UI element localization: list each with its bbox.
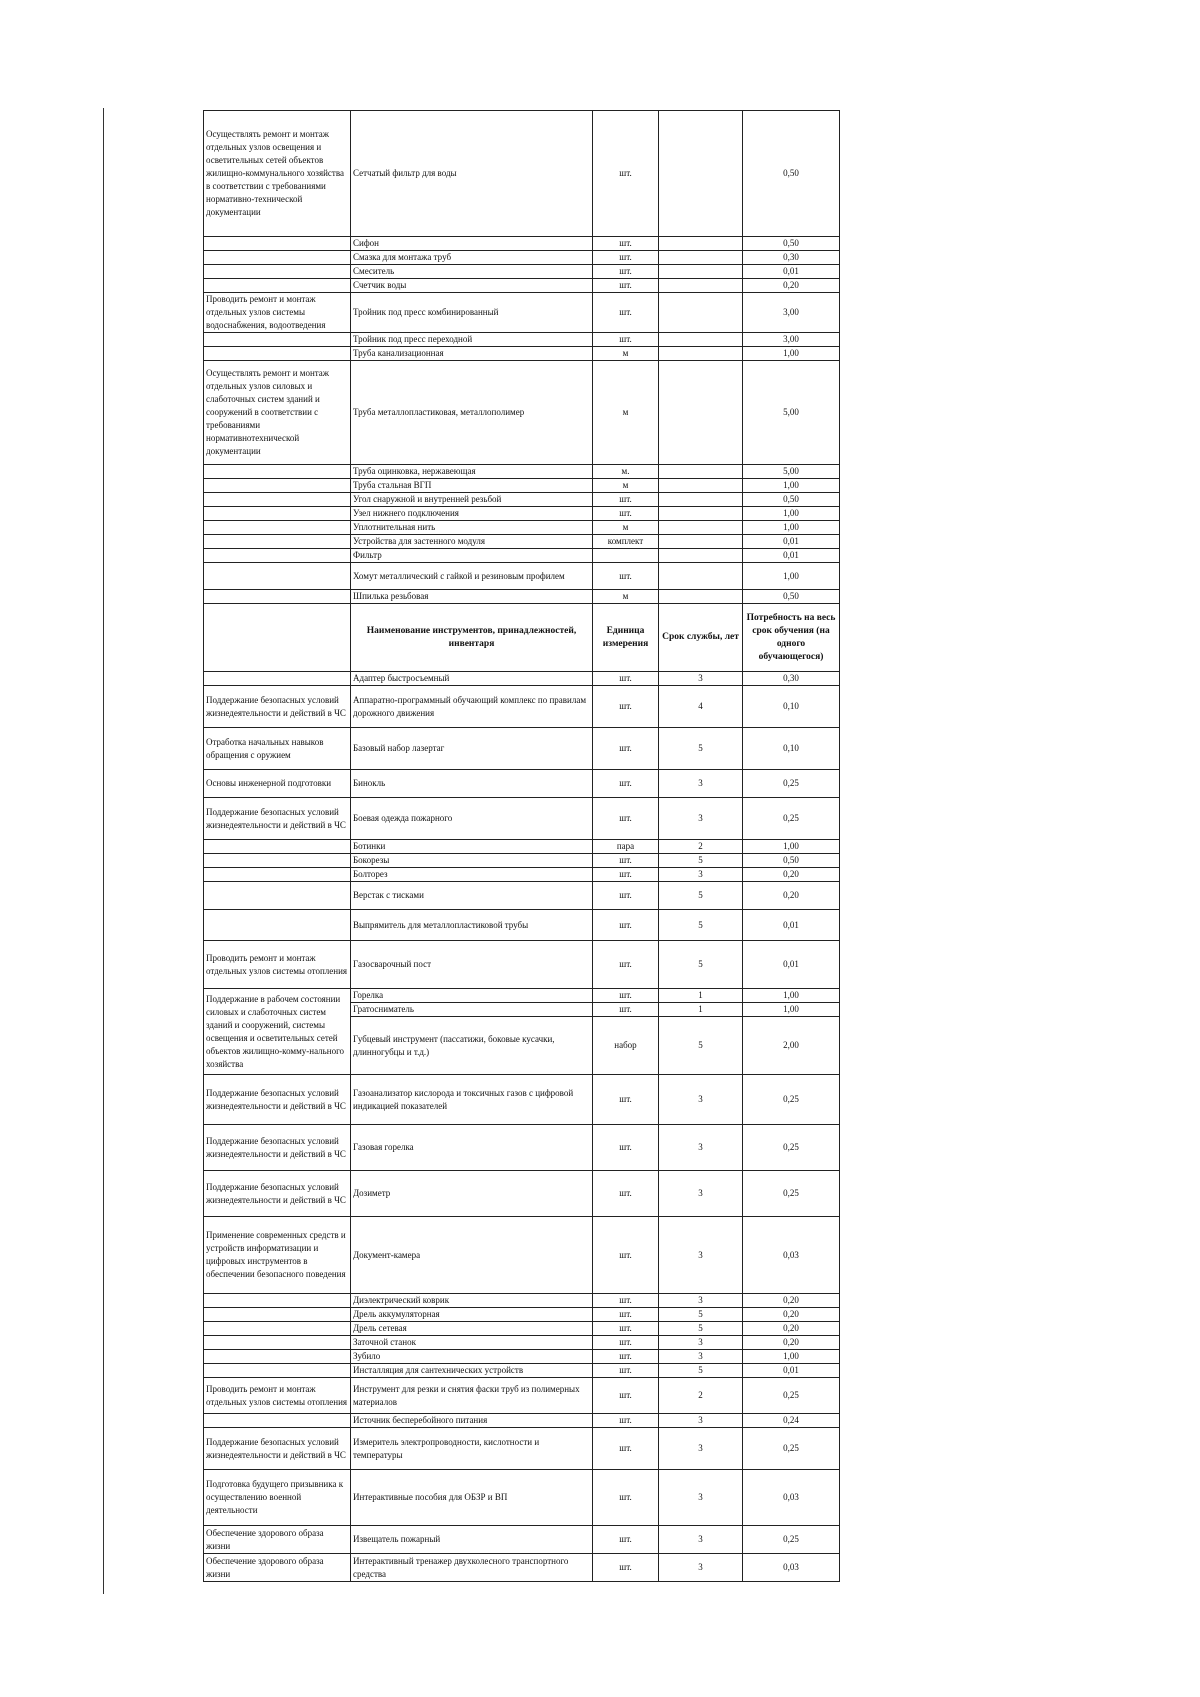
cell-name: Документ-камера bbox=[351, 1217, 593, 1294]
header-unit: Единица измерения bbox=[593, 604, 659, 672]
cell-description: Поддержание безопасных условий жизнедеятельности и действий в ЧС bbox=[204, 1171, 351, 1217]
cell-description bbox=[204, 237, 351, 251]
cell-name: Узел нижнего подключения bbox=[351, 507, 593, 521]
cell-name: Интерактивный тренажер двухколесного транспортного средства bbox=[351, 1554, 593, 1582]
cell-name: Боевая одежда пожарного bbox=[351, 798, 593, 840]
header-life: Срок службы, лет bbox=[659, 604, 743, 672]
cell-life: 3 bbox=[659, 1414, 743, 1428]
cell-description bbox=[204, 1364, 351, 1378]
cell-unit: шт. bbox=[593, 1125, 659, 1171]
table-row bbox=[204, 989, 840, 1003]
cell-name: Хомут металлический с гайкой и резиновым профилем bbox=[351, 563, 593, 590]
table-row bbox=[204, 251, 840, 265]
cell-quantity: 0,01 bbox=[743, 265, 840, 279]
cell-description bbox=[204, 1414, 351, 1428]
cell-name: Бокорезы bbox=[351, 854, 593, 868]
cell-quantity: 0,25 bbox=[743, 770, 840, 798]
cell-life bbox=[659, 293, 743, 333]
table-row bbox=[204, 1217, 840, 1294]
cell-life: 5 bbox=[659, 910, 743, 941]
cell-name: Аппаратно-программный обучающий комплекс по правилам дорожного движения bbox=[351, 686, 593, 728]
cell-name: Газоанализатор кислорода и токсичных газов с цифровой индикацией показателей bbox=[351, 1075, 593, 1125]
cell-unit: шт. bbox=[593, 868, 659, 882]
margin-rule bbox=[103, 108, 104, 1594]
cell-life: 3 bbox=[659, 1470, 743, 1526]
table-row bbox=[204, 728, 840, 770]
cell-quantity: 1,00 bbox=[743, 1003, 840, 1017]
cell-unit: шт. bbox=[593, 728, 659, 770]
cell-quantity: 1,00 bbox=[743, 840, 840, 854]
cell-unit: шт. bbox=[593, 854, 659, 868]
cell-unit: шт. bbox=[593, 493, 659, 507]
cell-description: Обеспечение здорового образа жизни bbox=[204, 1554, 351, 1582]
cell-life bbox=[659, 493, 743, 507]
table-row bbox=[204, 265, 840, 279]
cell-life bbox=[659, 563, 743, 590]
cell-unit: шт. bbox=[593, 910, 659, 941]
cell-quantity: 0,01 bbox=[743, 910, 840, 941]
cell-name: Сетчатый фильтр для воды bbox=[351, 111, 593, 237]
cell-description bbox=[204, 854, 351, 868]
cell-name: Инструмент для резки и снятия фаски труб из полимерных материалов bbox=[351, 1378, 593, 1414]
cell-quantity: 0,03 bbox=[743, 1470, 840, 1526]
table-row bbox=[204, 1414, 840, 1428]
cell-description: Подготовка будущего призывника к осуществлению военной деятельности bbox=[204, 1470, 351, 1526]
cell-quantity: 0,01 bbox=[743, 535, 840, 549]
cell-description bbox=[204, 1322, 351, 1336]
cell-quantity: 0,20 bbox=[743, 882, 840, 910]
cell-life bbox=[659, 465, 743, 479]
cell-description: Поддержание в рабочем состоянии силовых и слаботочных систем зданий и сооружений, системы освещения и осветительных сетей объектов жилищно-комму-нального хозяйства bbox=[204, 989, 351, 1075]
table-row bbox=[204, 237, 840, 251]
cell-quantity: 0,24 bbox=[743, 1414, 840, 1428]
cell-quantity: 0,03 bbox=[743, 1554, 840, 1582]
cell-name: Измеритель электропроводности, кислотности и температуры bbox=[351, 1428, 593, 1470]
cell-name: Дрель аккумуляторная bbox=[351, 1308, 593, 1322]
table-row bbox=[204, 1171, 840, 1217]
cell-name: Сифон bbox=[351, 237, 593, 251]
table-row bbox=[204, 333, 840, 347]
cell-life bbox=[659, 279, 743, 293]
cell-unit: шт. bbox=[593, 1414, 659, 1428]
cell-description bbox=[204, 868, 351, 882]
cell-quantity: 0,03 bbox=[743, 1217, 840, 1294]
cell-description bbox=[204, 251, 351, 265]
cell-life: 3 bbox=[659, 770, 743, 798]
cell-life: 5 bbox=[659, 728, 743, 770]
cell-quantity: 0,20 bbox=[743, 279, 840, 293]
cell-life bbox=[659, 361, 743, 465]
cell-name: Источник бесперебойного питания bbox=[351, 1414, 593, 1428]
cell-name: Выпрямитель для металлопластиковой трубы bbox=[351, 910, 593, 941]
cell-life: 3 bbox=[659, 1125, 743, 1171]
table-row bbox=[204, 1364, 840, 1378]
cell-description: Поддержание безопасных условий жизнедеятельности и действий в ЧС bbox=[204, 1075, 351, 1125]
cell-quantity: 1,00 bbox=[743, 989, 840, 1003]
cell-description: Поддержание безопасных условий жизнедеятельности и действий в ЧС bbox=[204, 1125, 351, 1171]
cell-description bbox=[204, 590, 351, 604]
cell-name: Шпилька резьбовая bbox=[351, 590, 593, 604]
cell-life bbox=[659, 111, 743, 237]
cell-life: 3 bbox=[659, 1217, 743, 1294]
cell-unit bbox=[593, 549, 659, 563]
cell-unit: шт. bbox=[593, 279, 659, 293]
cell-description: Обеспечение здорового образа жизни bbox=[204, 1526, 351, 1554]
table-row bbox=[204, 882, 840, 910]
cell-description bbox=[204, 563, 351, 590]
cell-unit: шт. bbox=[593, 1075, 659, 1125]
cell-description: Проводить ремонт и монтаж отдельных узлов системы отопления bbox=[204, 941, 351, 989]
cell-life: 3 bbox=[659, 1428, 743, 1470]
cell-description bbox=[204, 535, 351, 549]
cell-life: 3 bbox=[659, 1294, 743, 1308]
table-row bbox=[204, 1336, 840, 1350]
cell-unit: шт. bbox=[593, 941, 659, 989]
cell-name: Труба канализационная bbox=[351, 347, 593, 361]
cell-unit: шт. bbox=[593, 798, 659, 840]
cell-unit: шт. bbox=[593, 111, 659, 237]
cell-name: Труба металлопластиковая, металлополимер bbox=[351, 361, 593, 465]
table-row bbox=[204, 910, 840, 941]
table-row bbox=[204, 279, 840, 293]
table-row bbox=[204, 1470, 840, 1526]
cell-unit: шт. bbox=[593, 563, 659, 590]
table-row bbox=[204, 521, 840, 535]
table-row bbox=[204, 111, 840, 237]
table-row bbox=[204, 1075, 840, 1125]
cell-unit: шт. bbox=[593, 989, 659, 1003]
cell-life: 5 bbox=[659, 1322, 743, 1336]
cell-description bbox=[204, 507, 351, 521]
cell-quantity: 1,00 bbox=[743, 507, 840, 521]
table-row bbox=[204, 1308, 840, 1322]
cell-quantity: 0,01 bbox=[743, 941, 840, 989]
cell-description: Отработка начальных навыков обращения с оружием bbox=[204, 728, 351, 770]
cell-life bbox=[659, 251, 743, 265]
cell-quantity: 0,10 bbox=[743, 686, 840, 728]
cell-quantity: 0,25 bbox=[743, 1428, 840, 1470]
cell-name: Смеситель bbox=[351, 265, 593, 279]
cell-unit: шт. bbox=[593, 1003, 659, 1017]
cell-name: Труба стальная ВГП bbox=[351, 479, 593, 493]
cell-life: 3 bbox=[659, 1554, 743, 1582]
cell-life: 5 bbox=[659, 1308, 743, 1322]
table-row bbox=[204, 686, 840, 728]
cell-description bbox=[204, 347, 351, 361]
cell-life bbox=[659, 347, 743, 361]
cell-name: Горелка bbox=[351, 989, 593, 1003]
cell-life: 1 bbox=[659, 1003, 743, 1017]
cell-name: Уплотнительная нить bbox=[351, 521, 593, 535]
cell-quantity: 3,00 bbox=[743, 333, 840, 347]
cell-unit: набор bbox=[593, 1017, 659, 1075]
table-row bbox=[204, 1125, 840, 1171]
cell-life: 5 bbox=[659, 1017, 743, 1075]
cell-unit: м bbox=[593, 347, 659, 361]
table-row bbox=[204, 1378, 840, 1414]
cell-quantity: 0,25 bbox=[743, 1526, 840, 1554]
cell-description: Проводить ремонт и монтаж отдельных узлов системы отопления bbox=[204, 1378, 351, 1414]
cell-name: Газовая горелка bbox=[351, 1125, 593, 1171]
cell-quantity: 3,00 bbox=[743, 293, 840, 333]
table-row bbox=[204, 868, 840, 882]
cell-unit: м. bbox=[593, 465, 659, 479]
cell-description: Основы инженерной подготовки bbox=[204, 770, 351, 798]
cell-description bbox=[204, 1294, 351, 1308]
cell-name: Смазка для монтажа труб bbox=[351, 251, 593, 265]
cell-description bbox=[204, 1308, 351, 1322]
cell-life bbox=[659, 521, 743, 535]
cell-quantity: 0,50 bbox=[743, 493, 840, 507]
cell-description bbox=[204, 672, 351, 686]
cell-name: Счетчик воды bbox=[351, 279, 593, 293]
cell-name: Диэлектрический коврик bbox=[351, 1294, 593, 1308]
cell-unit: шт. bbox=[593, 1336, 659, 1350]
cell-life bbox=[659, 590, 743, 604]
cell-description bbox=[204, 1336, 351, 1350]
cell-quantity: 0,25 bbox=[743, 1075, 840, 1125]
table-row bbox=[204, 770, 840, 798]
cell-name: Зубило bbox=[351, 1350, 593, 1364]
cell-quantity: 0,20 bbox=[743, 1322, 840, 1336]
cell-quantity: 0,50 bbox=[743, 854, 840, 868]
table-row bbox=[204, 479, 840, 493]
cell-quantity: 0,01 bbox=[743, 1364, 840, 1378]
cell-quantity: 0,20 bbox=[743, 1294, 840, 1308]
cell-unit: шт. bbox=[593, 1554, 659, 1582]
cell-description: Применение современных средств и устройств информатизации и цифровых инструментов в обеспечении безопасного поведения bbox=[204, 1217, 351, 1294]
cell-name: Базовый набор лазертаг bbox=[351, 728, 593, 770]
cell-unit: комплект bbox=[593, 535, 659, 549]
cell-quantity: 5,00 bbox=[743, 361, 840, 465]
cell-description bbox=[204, 910, 351, 941]
cell-name: Извещатель пожарный bbox=[351, 1526, 593, 1554]
table-row bbox=[204, 465, 840, 479]
cell-life: 3 bbox=[659, 1526, 743, 1554]
cell-name: Гратосниматель bbox=[351, 1003, 593, 1017]
table-row bbox=[204, 840, 840, 854]
cell-name: Тройник под пресс комбинированный bbox=[351, 293, 593, 333]
table-row bbox=[204, 798, 840, 840]
cell-life: 3 bbox=[659, 798, 743, 840]
cell-unit: шт. bbox=[593, 1526, 659, 1554]
cell-quantity: 1,00 bbox=[743, 563, 840, 590]
cell-name: Болторез bbox=[351, 868, 593, 882]
cell-quantity: 0,01 bbox=[743, 549, 840, 563]
cell-description bbox=[204, 279, 351, 293]
cell-name: Губцевый инструмент (пассатижи, боковые кусачки, длинногубцы и т.д.) bbox=[351, 1017, 593, 1075]
cell-name: Угол снаружной и внутренней резьбой bbox=[351, 493, 593, 507]
cell-name: Фильтр bbox=[351, 549, 593, 563]
table-header bbox=[204, 604, 840, 672]
cell-quantity: 0,30 bbox=[743, 672, 840, 686]
cell-name: Устройства для застенного модуля bbox=[351, 535, 593, 549]
cell-quantity: 2,00 bbox=[743, 1017, 840, 1075]
cell-quantity: 0,50 bbox=[743, 111, 840, 237]
cell-quantity: 0,25 bbox=[743, 1125, 840, 1171]
header-name: Наименование инструментов, принадлежностей, инвентаря bbox=[351, 604, 593, 672]
cell-life: 3 bbox=[659, 1075, 743, 1125]
cell-quantity: 1,00 bbox=[743, 347, 840, 361]
cell-description: Проводить ремонт и монтаж отдельных узлов системы водоснабжения, водоотведения bbox=[204, 293, 351, 333]
cell-description: Осуществлять ремонт и монтаж отдельных узлов освещения и осветительных сетей объектов жилищно-коммунального хозяйства в соответствии с требованиями нормативно-технической документации bbox=[204, 111, 351, 237]
cell-unit: шт. bbox=[593, 237, 659, 251]
cell-unit: шт. bbox=[593, 1428, 659, 1470]
cell-unit: шт. bbox=[593, 251, 659, 265]
cell-life bbox=[659, 333, 743, 347]
equipment-table bbox=[203, 110, 840, 1582]
cell-description bbox=[204, 479, 351, 493]
table-row bbox=[204, 1428, 840, 1470]
cell-description bbox=[204, 493, 351, 507]
cell-name: Верстак с тисками bbox=[351, 882, 593, 910]
cell-quantity: 0,50 bbox=[743, 590, 840, 604]
cell-unit: м bbox=[593, 521, 659, 535]
table-header-row bbox=[204, 604, 840, 672]
cell-description: Осуществлять ремонт и монтаж отдельных узлов силовых и слаботочных систем зданий и сооружений в соответствии с требованиями нормативнотехнической документации bbox=[204, 361, 351, 465]
cell-life bbox=[659, 549, 743, 563]
cell-quantity: 0,50 bbox=[743, 237, 840, 251]
cell-life: 4 bbox=[659, 686, 743, 728]
cell-life bbox=[659, 507, 743, 521]
cell-name: Дозиметр bbox=[351, 1171, 593, 1217]
cell-unit: шт. bbox=[593, 1294, 659, 1308]
table-row bbox=[204, 1554, 840, 1582]
cell-quantity: 1,00 bbox=[743, 1350, 840, 1364]
cell-unit: м bbox=[593, 361, 659, 465]
cell-quantity: 0,25 bbox=[743, 1171, 840, 1217]
cell-unit: шт. bbox=[593, 293, 659, 333]
cell-quantity: 1,00 bbox=[743, 479, 840, 493]
cell-life: 3 bbox=[659, 1336, 743, 1350]
cell-description: Поддержание безопасных условий жизнедеятельности и действий в ЧС bbox=[204, 686, 351, 728]
cell-unit: шт. bbox=[593, 1308, 659, 1322]
cell-unit: шт. bbox=[593, 333, 659, 347]
cell-unit: шт. bbox=[593, 1378, 659, 1414]
table-row bbox=[204, 493, 840, 507]
cell-quantity: 0,10 bbox=[743, 728, 840, 770]
cell-name: Инсталляция для сантехнических устройств bbox=[351, 1364, 593, 1378]
cell-description bbox=[204, 521, 351, 535]
cell-description bbox=[204, 265, 351, 279]
cell-description bbox=[204, 549, 351, 563]
cell-name: Заточной станок bbox=[351, 1336, 593, 1350]
table-row bbox=[204, 941, 840, 989]
table-row bbox=[204, 361, 840, 465]
cell-description: Поддержание безопасных условий жизнедеятельности и действий в ЧС bbox=[204, 798, 351, 840]
cell-life: 3 bbox=[659, 868, 743, 882]
table-row bbox=[204, 347, 840, 361]
cell-life: 5 bbox=[659, 1364, 743, 1378]
cell-unit: шт. bbox=[593, 1217, 659, 1294]
table-row bbox=[204, 293, 840, 333]
cell-unit: шт. bbox=[593, 1470, 659, 1526]
cell-name: Бинокль bbox=[351, 770, 593, 798]
table-body-part-1 bbox=[204, 111, 840, 604]
cell-life: 3 bbox=[659, 672, 743, 686]
cell-life: 3 bbox=[659, 1171, 743, 1217]
table-row bbox=[204, 1526, 840, 1554]
header-need: Потребность на весь срок обучения (на одного обучающегося) bbox=[743, 604, 840, 672]
cell-unit: шт. bbox=[593, 1322, 659, 1336]
cell-description bbox=[204, 1350, 351, 1364]
cell-description bbox=[204, 840, 351, 854]
cell-description: Поддержание безопасных условий жизнедеятельности и действий в ЧС bbox=[204, 1428, 351, 1470]
table-row bbox=[204, 590, 840, 604]
cell-life: 3 bbox=[659, 1350, 743, 1364]
cell-unit: шт. bbox=[593, 1350, 659, 1364]
table-row bbox=[204, 1322, 840, 1336]
cell-name: Ботинки bbox=[351, 840, 593, 854]
cell-unit: шт. bbox=[593, 672, 659, 686]
cell-life: 1 bbox=[659, 989, 743, 1003]
cell-unit: шт. bbox=[593, 686, 659, 728]
cell-life bbox=[659, 535, 743, 549]
cell-life: 5 bbox=[659, 941, 743, 989]
cell-life bbox=[659, 479, 743, 493]
table-row bbox=[204, 672, 840, 686]
cell-quantity: 1,00 bbox=[743, 521, 840, 535]
cell-unit: м bbox=[593, 479, 659, 493]
cell-name: Газосварочный пост bbox=[351, 941, 593, 989]
cell-quantity: 0,20 bbox=[743, 868, 840, 882]
cell-name: Труба оцинковка, нержавеющая bbox=[351, 465, 593, 479]
table-row bbox=[204, 563, 840, 590]
table-row bbox=[204, 1350, 840, 1364]
cell-unit: м bbox=[593, 590, 659, 604]
cell-life: 2 bbox=[659, 1378, 743, 1414]
cell-quantity: 0,20 bbox=[743, 1308, 840, 1322]
cell-unit: шт. bbox=[593, 770, 659, 798]
table-row bbox=[204, 507, 840, 521]
cell-life bbox=[659, 265, 743, 279]
cell-name: Дрель сетевая bbox=[351, 1322, 593, 1336]
cell-unit: шт. bbox=[593, 507, 659, 521]
cell-description bbox=[204, 333, 351, 347]
cell-unit: шт. bbox=[593, 1171, 659, 1217]
cell-description bbox=[204, 465, 351, 479]
table-row bbox=[204, 535, 840, 549]
cell-quantity: 0,30 bbox=[743, 251, 840, 265]
cell-quantity: 0,25 bbox=[743, 798, 840, 840]
table-body-part-2 bbox=[204, 672, 840, 1582]
header-empty-cell bbox=[204, 604, 351, 672]
cell-unit: шт. bbox=[593, 1364, 659, 1378]
table-row bbox=[204, 549, 840, 563]
cell-unit: пара bbox=[593, 840, 659, 854]
cell-name: Интерактивные пособия для ОБЗР и ВП bbox=[351, 1470, 593, 1526]
cell-description bbox=[204, 882, 351, 910]
cell-name: Тройник под пресс переходной bbox=[351, 333, 593, 347]
cell-name: Адаптер быстросъемный bbox=[351, 672, 593, 686]
cell-unit: шт. bbox=[593, 882, 659, 910]
cell-unit: шт. bbox=[593, 265, 659, 279]
cell-quantity: 0,25 bbox=[743, 1378, 840, 1414]
cell-quantity: 5,00 bbox=[743, 465, 840, 479]
cell-quantity: 0,20 bbox=[743, 1336, 840, 1350]
cell-life: 2 bbox=[659, 840, 743, 854]
table-row bbox=[204, 854, 840, 868]
table-row bbox=[204, 1294, 840, 1308]
cell-life bbox=[659, 237, 743, 251]
cell-life: 5 bbox=[659, 882, 743, 910]
cell-life: 5 bbox=[659, 854, 743, 868]
